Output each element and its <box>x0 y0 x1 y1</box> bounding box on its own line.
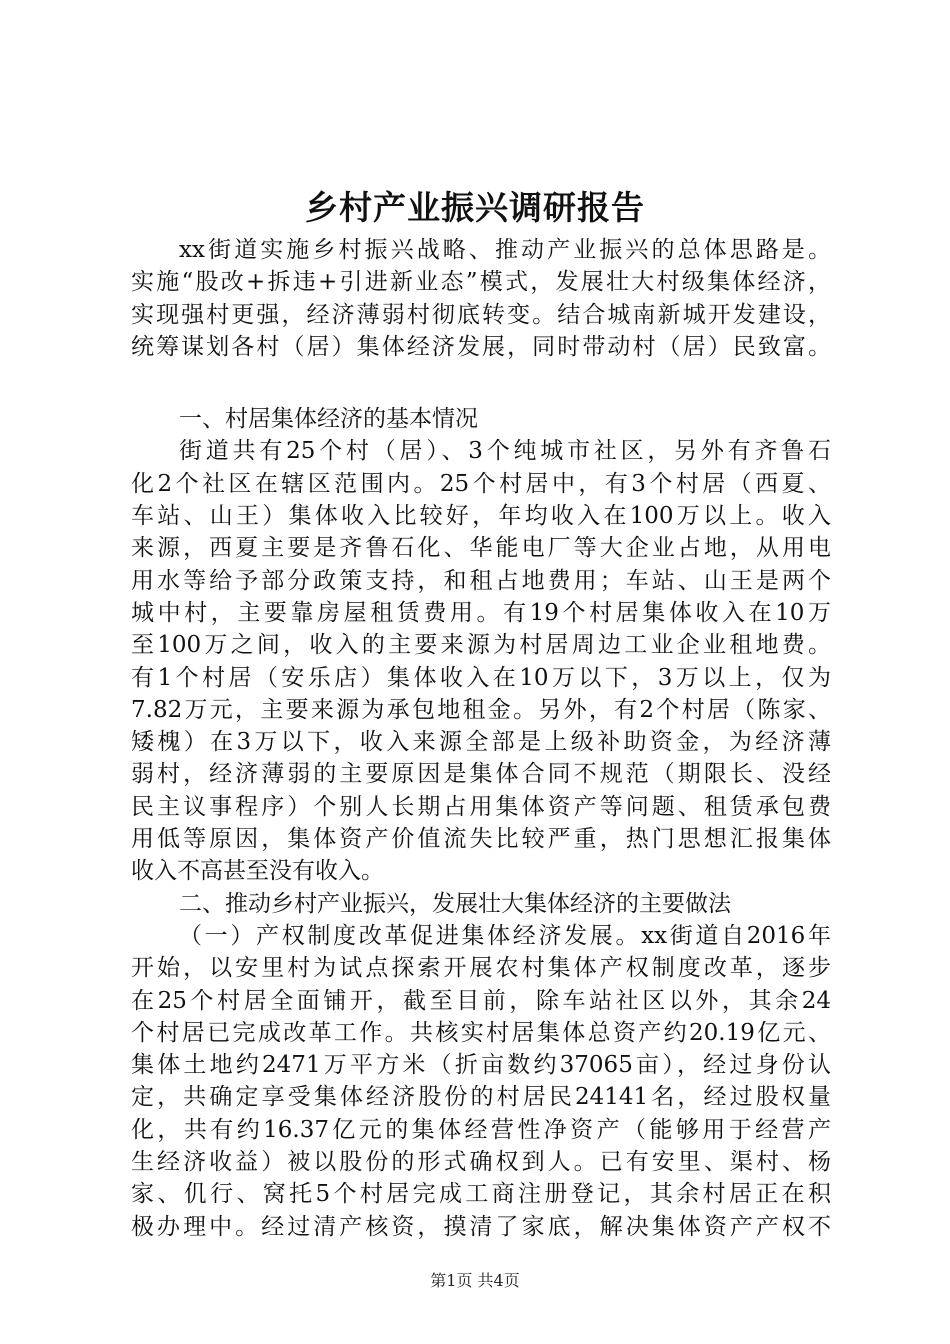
document-title: 乡村产业振兴调研报告 <box>305 188 645 227</box>
paragraph-line: 统筹谋划各村（居）集体经济发展，同时带动村（居）民致富。 <box>131 333 831 360</box>
paragraph-line: 至100万之间，收入的主要来源为村居周边工业企业租地费。 <box>131 632 831 659</box>
section-heading: 二、推动乡村产业振兴，发展壮大集体经济的主要做法 <box>179 890 731 917</box>
page-footer: 第1页 共4页 <box>430 1271 520 1290</box>
paragraph-line: 个村居已完成改革工作。共核实村居集体总资产约20.19亿元、 <box>131 1019 831 1046</box>
paragraph-line: 车站、山王）集体收入比较好，年均收入在100万以上。收入 <box>131 503 831 530</box>
paragraph-line: 有1个村居（安乐店）集体收入在10万以下，3万以上，仅为 <box>131 664 831 691</box>
paragraph-line: 在25个村居全面铺开，截至目前，除车站社区以外，其余24 <box>131 987 831 1014</box>
paragraph-line: 极办理中。经过清产核资，摸清了家底，解决集体资产产权不 <box>131 1213 831 1240</box>
section-heading: 一、村居集体经济的基本情况 <box>179 406 478 433</box>
paragraph-line: 矮槐）在3万以下，收入来源全部是上级补助资金，为经济薄 <box>131 729 831 756</box>
paragraph-line: （一）产权制度改革促进集体经济发展。xx街道自2016年 <box>179 922 831 949</box>
paragraph-line: 民主议事程序）个别人长期占用集体资产等问题、租赁承包费 <box>131 793 831 820</box>
paragraph-line: 用水等给予部分政策支持，和租占地费用；车站、山王是两个 <box>131 567 831 594</box>
paragraph-line: 用低等原因，集体资产价值流失比较严重，热门思想汇报集体 <box>131 826 831 853</box>
paragraph-line: 实施“股改+拆违+引进新业态”模式，发展壮大村级集体经济， <box>131 269 831 296</box>
paragraph-line: 7.82万元，主要来源为承包地租金。另外，有2个村居（陈家、 <box>131 696 831 723</box>
paragraph-line: 街道共有25个村（居）、3个纯城市社区，另外有齐鲁石 <box>179 438 831 465</box>
paragraph-line: 弱村，经济薄弱的主要原因是集体合同不规范（期限长、没经 <box>131 761 831 788</box>
paragraph-line: 家、仉行、窝托5个村居完成工商注册登记，其余村居正在积 <box>131 1181 831 1208</box>
paragraph-line: 定，共确定享受集体经济股份的村居民24141名，经过股权量 <box>131 1084 831 1111</box>
paragraph-line: 城中村，主要靠房屋租赁费用。有19个村居集体收入在10万 <box>131 599 831 626</box>
paragraph-line: 来源，西夏主要是齐鲁石化、华能电厂等大企业占地，从用电 <box>131 535 831 562</box>
document-body <box>131 234 831 1243</box>
paragraph-line: 化，共有约16.37亿元的集体经营性净资产（能够用于经营产 <box>131 1116 831 1143</box>
paragraph-line: xx街道实施乡村振兴战略、推动产业振兴的总体思路是。 <box>179 237 831 263</box>
paragraph-line: 集体土地约2471万平方米（折亩数约37065亩），经过身份认 <box>131 1052 831 1079</box>
paragraph-line: 生经济收益）被以股份的形式确权到人。已有安里、渠村、杨 <box>131 1149 831 1176</box>
paragraph-line: 实现强村更强，经济薄弱村彻底转变。结合城南新城开发建设， <box>131 301 831 328</box>
paragraph-line: 开始，以安里村为试点探索开展农村集体产权制度改革，逐步 <box>131 955 831 982</box>
paragraph-spacer <box>131 363 831 403</box>
paragraph-line: 化2个社区在辖区范围内。25个村居中，有3个村居（西夏、 <box>131 470 831 497</box>
paragraph-line: 收入不高甚至没有收入。 <box>131 858 384 885</box>
